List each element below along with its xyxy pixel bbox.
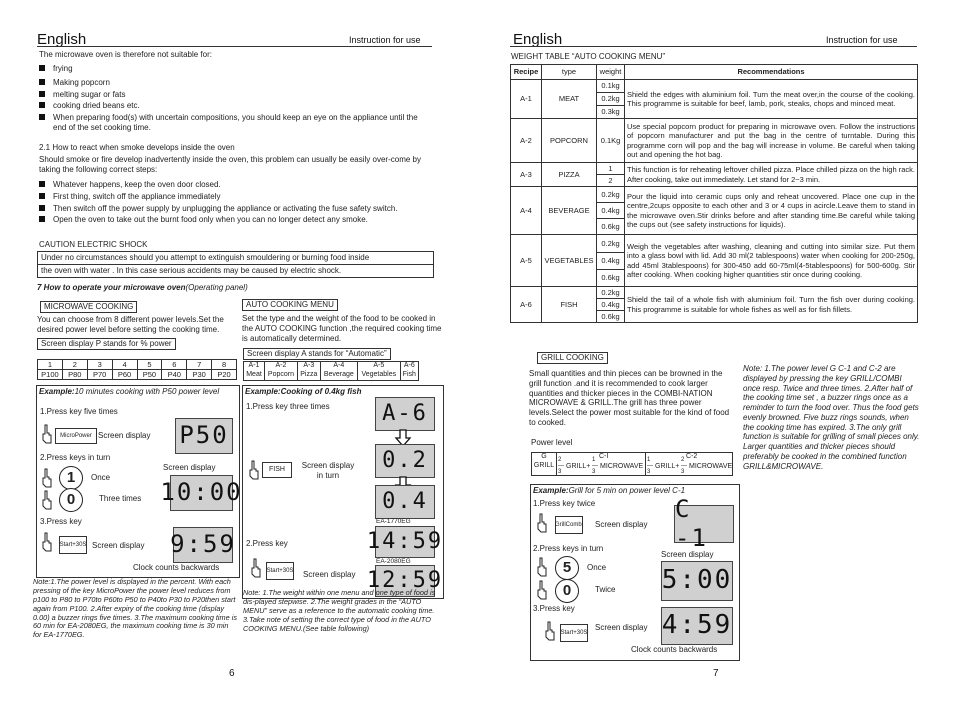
lcd-display: 0.2 <box>375 444 435 478</box>
grill-cooking-title: GRILL COOKING <box>537 352 608 364</box>
weight-cell: 0.6kg <box>597 270 625 287</box>
screen-display-label: Screen display <box>303 570 356 579</box>
fraction: 1 — 3 <box>647 457 653 475</box>
press-count-label: Three times <box>99 494 142 503</box>
table-header: Recommendations <box>625 65 918 80</box>
auto-text: Set the type and the weight of the food to be cooked in the AUTO COOKING function ,the required cooking time is automatically determined. <box>242 314 442 343</box>
start-label: Start <box>266 567 280 574</box>
lcd-display: 4:59 <box>661 607 733 645</box>
type-cell: POPCORN <box>542 119 597 163</box>
auto-menu-cell: A-6 Fish <box>400 362 418 381</box>
weight-cell: 0.2kg <box>597 287 625 299</box>
recommendation-cell: Pour the liquid into ceramic cups only and reheat uncovered. Place one cup in the centre,2cups opposite to each other and 3 or 4 cups in acircle.Leave them to stand in the microwave oven.Stir drinks before and after standing time.Be careful while taking the cups out (see safety instructions for liquids). <box>625 187 918 235</box>
power-level-num: 2 <box>62 360 87 370</box>
weight-cell: 1 <box>597 163 625 175</box>
example-heading <box>39 387 219 397</box>
lcd-display: A-6 <box>375 397 435 431</box>
clock-note: Clock counts backwards <box>133 563 220 572</box>
page-number: 7 <box>713 668 719 679</box>
model-label: EA-2080EG <box>376 558 411 565</box>
fraction: 2 — 3 <box>558 457 564 475</box>
finger-icon <box>41 424 53 444</box>
recommendation-cell: Use special popcorn product for preparing in microwave oven. Follow the instructions of popcorn manufacturer and put the bag in the centre of turntable. During this programme corn will pop and the bag will increase in volume. Be careful when taking out and opening the hot bag. <box>625 119 918 163</box>
weight-cell: 0.2kg <box>597 187 625 203</box>
start-button[interactable] <box>59 536 87 554</box>
micropower-button[interactable]: MicroPower <box>55 428 97 444</box>
screen-display-label: Screen display <box>595 520 648 529</box>
intro-text: The microwave oven is therefore not suitable for: <box>39 50 212 59</box>
fraction: 1 — 3 <box>592 457 598 475</box>
power-level-num: 8 <box>212 360 237 370</box>
lcd-display: 12:59 <box>375 565 435 597</box>
microwave-example-panel <box>36 385 243 578</box>
power-level-num: 7 <box>187 360 212 370</box>
power-screen-note: Screen display P stands for % power <box>37 338 176 350</box>
type-cell: FISH <box>542 287 597 323</box>
auto-menu-cell: A-3 Pizza <box>297 362 320 381</box>
list-item: melting sugar or fats <box>39 90 421 100</box>
weight-table-title: WEIGHT TABLE “AUTO COOKING MENU” <box>511 52 666 61</box>
recommendation-cell: Shield the tail of a whole fish with aluminium foil. Turn the fish over during cooking. This programme is suitable for whole fishes as well as for fish fillets. <box>625 287 918 323</box>
lcd-display: P50 <box>175 418 233 454</box>
table-header: type <box>542 65 597 80</box>
power-level-num: 6 <box>162 360 187 370</box>
microwave-note: Note:1.The power level is displayed in the percent. With each pressing of the key MicroPower the power level reduces from p100 to P80 to P70to P60to P50 to P40to P30 to P20then start again from P100. 2.After expiry of the cooking time (display 0.00) a buzzer rings five times. 3.The maximum cooking time is 60 min for EA-2080EG, the maximum cooking time is 30 min for EA-1770EG. <box>33 577 237 640</box>
key-0-button[interactable]: 0 <box>59 488 83 512</box>
weight-cell: 0.6kg <box>597 311 625 323</box>
lcd-display: 5:00 <box>661 561 733 601</box>
grill-level-text: GRILL <box>533 461 555 469</box>
power-level-value: P30 <box>187 370 212 380</box>
power-level-num: 4 <box>112 360 137 370</box>
weight-cell: 0.2kg <box>597 235 625 253</box>
finger-icon <box>536 580 548 600</box>
grill-level-text: GRILL+ <box>655 463 680 470</box>
combi-label: Combi <box>565 521 584 528</box>
weight-cell: 0.3kg <box>597 106 625 119</box>
power-level-value: P70 <box>87 370 112 380</box>
list-item: Whatever happens, keep the oven door closed. <box>39 180 431 190</box>
grill-combi-button[interactable] <box>555 516 583 534</box>
auto-menu-table <box>243 361 419 381</box>
grill-power-levels <box>531 452 733 476</box>
type-cell: VEGETABLES <box>542 235 597 287</box>
table-header: weight <box>597 65 625 80</box>
recipe-cell: A-4 <box>511 187 542 235</box>
weight-cell: 0.4kg <box>597 203 625 219</box>
start-label: Start <box>560 629 574 636</box>
weight-cell: 0.6kg <box>597 219 625 235</box>
finger-icon <box>536 557 548 577</box>
auto-menu-cell: A-2 Popcorn <box>265 362 298 381</box>
step-label: 1.Press key twice <box>533 499 596 508</box>
step-label: 2.Press keys in turn <box>533 544 604 553</box>
grill-level-code: C-2 <box>686 453 698 460</box>
weight-cell: 0.2kg <box>597 93 625 106</box>
instruction-label: Instruction for use <box>826 35 898 45</box>
auto-cooking-title: AUTO COOKING MENU <box>242 299 338 311</box>
header-rule <box>510 46 917 47</box>
auto-note: Note: 1.The weight within one menu and one type of food is dis-played stepwise. 2.The weight grades in the “AUTO MENU” serve as a reference to the automatic cooking time. 3.Take note of setting the correct type of food in the AUTO COOKING MENU.(See table following) <box>243 588 436 633</box>
weight-cell: 0.4kg <box>597 299 625 311</box>
auto-menu-cell: A-5 Vegetables <box>357 362 400 381</box>
grill-note: Note: 1.The power level G C-1 and C-2 are displayed by pressing the key GRILL/COMBI once resp. Twice and three times. 2.After half of the cooking time set , a buzzer rings once as a reminder to turn the food over. Thus the food gets evenly browned. Five buzz rings sounds, when the cooking time has expired. 3.The only grill function is suitable for grilling of small pieces only. Larger quantities and thicker pieces should preferably be cooked in the combined function GRILL&MICROWAVE. <box>743 364 920 471</box>
auto-menu-cell: A-1 Meat <box>244 362 265 381</box>
fraction: 2 — 3 <box>681 457 687 475</box>
grill-level-text: MICROWAVE <box>689 463 733 470</box>
screen-display-label: Screen display in turn <box>301 461 355 480</box>
auto-example-panel <box>242 385 444 599</box>
start-sub-label: +30S <box>573 629 588 636</box>
caution-line: the oven with water . In this case serious accidents may be caused by electric shock. <box>38 264 433 277</box>
power-level-value: P50 <box>137 370 162 380</box>
finger-icon <box>41 532 53 552</box>
grill-level-text: GRILL+ <box>566 463 591 470</box>
step-label: 2.Press key <box>246 539 288 548</box>
step-label: 3.Press key <box>40 517 82 526</box>
weight-table <box>510 64 918 323</box>
step-label: 1.Press key five times <box>40 407 118 416</box>
grill-level-cell <box>532 453 557 475</box>
unsuitable-list <box>39 64 421 135</box>
clock-note: Clock counts backwards <box>631 645 718 654</box>
list-item: cooking dried beans etc. <box>39 101 421 111</box>
lcd-display: 14:59 <box>375 526 435 558</box>
power-level-value: P100 <box>38 370 63 380</box>
table-header: Recipe <box>511 65 542 80</box>
press-count-label: Once <box>91 473 111 482</box>
list-item: Open the oven to take out the burnt food only when you can no longer detect any smoke. <box>39 215 431 225</box>
power-level-table <box>37 359 237 380</box>
recommendation-cell: This function is for reheating leftover chilled pizza. Place chilled pizza on the high rack. After cooking, take out immediately. Let stand for 2~3 min. <box>625 163 918 187</box>
lcd-display: C -1 <box>674 505 734 543</box>
start-button[interactable] <box>560 624 588 642</box>
grill-label: Grill <box>555 521 566 528</box>
step-label: 3.Press key <box>533 604 575 613</box>
header-rule <box>37 46 432 47</box>
example-rest: Grill for 5 min on power level C-1 <box>568 486 686 495</box>
list-item: frying <box>39 64 421 74</box>
grill-level-cell <box>557 453 646 475</box>
start-sub-label: +30S <box>72 541 87 548</box>
press-count-label: Once <box>587 563 607 572</box>
right-page <box>477 0 954 702</box>
microwave-cooking-title: MICROWAVE COOKING <box>40 301 137 313</box>
list-item: First thing, switch off the appliance immediately <box>39 192 431 202</box>
example-bold: Example: <box>533 486 569 495</box>
grill-level-code: G <box>541 453 547 460</box>
list-item: Then switch off the power supply by unplugging the appliance or activating the fuse safety switch. <box>39 204 431 214</box>
screen-display-label: Screen display <box>92 541 145 550</box>
weight-cell: 0.4kg <box>597 253 625 270</box>
power-level-value: P40 <box>162 370 187 380</box>
key-0-button[interactable]: 0 <box>555 579 579 603</box>
start-button[interactable] <box>266 562 294 580</box>
screen-display-label: Screen display <box>595 623 648 632</box>
caution-line: Under no circumstances should you attempt to extinguish smouldering or burning food inside <box>41 253 370 262</box>
section7-bold: 7 How to operate your microwave oven <box>37 283 186 292</box>
lcd-display: 9:59 <box>173 527 233 563</box>
screen-display-label: Screen display <box>163 463 216 472</box>
recommendation-cell: Weigh the vegetables after washing, cleaning and cutting into similar size. Put them into a glass bowl with lid. Add 30 ml(2 tablespoons) water when cooking for 200-250g, add 45ml 3tablespoons) for 300-450 add 60-75ml(4-5tablespoons) for 500-600g. Stir after cooking. When cooking higher quantities stir once during cooking. <box>625 235 918 287</box>
list-item: Making popcorn <box>39 78 421 88</box>
type-cell: PIZZA <box>542 163 597 187</box>
power-level-num: 1 <box>38 360 63 370</box>
recipe-cell: A-5 <box>511 235 542 287</box>
example-heading <box>533 486 685 496</box>
section7-heading <box>37 283 248 293</box>
type-cell: BEVERAGE <box>542 187 597 235</box>
grill-level-text: MICROWAVE <box>600 463 644 470</box>
finger-icon <box>41 468 53 488</box>
start-sub-label: +30S <box>279 567 294 574</box>
grill-text: Small quantities and thin pieces can be browned in the grill function .and it is recommended to cook larger quantities and thicker pieces in the COMBI-NATION MICROWAVE & GRILL.The grill has three power levels.Select the power most suitable for the kind of food to cooked. <box>529 369 730 427</box>
power-level-num: 3 <box>87 360 112 370</box>
weight-cell: 0.1Kg <box>597 119 625 163</box>
power-level-value: P80 <box>62 370 87 380</box>
press-count-label: Twice <box>595 585 616 594</box>
type-cell: MEAT <box>542 80 597 119</box>
smoke-text: Should smoke or fire develop inadvertently inside the oven, this problem can usually be easily over-come by taking the following correct steps: <box>39 155 421 174</box>
power-level-num: 5 <box>137 360 162 370</box>
smoke-steps <box>39 180 431 227</box>
finger-icon <box>544 621 556 641</box>
step-label: 1.Press key three times <box>246 402 330 411</box>
caution-box <box>37 251 434 278</box>
key-1-button[interactable]: 1 <box>59 466 83 490</box>
recipe-cell: A-6 <box>511 287 542 323</box>
finger-icon <box>248 460 260 480</box>
recipe-cell: A-3 <box>511 163 542 187</box>
caution-title: CAUTION ELECTRIC SHOCK <box>39 240 148 249</box>
auto-screen-note: Screen display A stands for “Automatic” <box>243 348 391 360</box>
list-item: When preparing food(s) with uncertain compositions, you should keep an eye on the appliance until the end of the set cooking time. <box>39 113 421 133</box>
power-level-label: Power level <box>531 438 573 447</box>
auto-menu-cell: A-4 Beverage <box>320 362 357 381</box>
smoke-title: 2.1 How to react when smoke develops inside the oven <box>39 143 235 152</box>
recipe-cell: A-2 <box>511 119 542 163</box>
finger-icon <box>536 513 548 533</box>
example-rest: 10 minutes cooking with P50 power level <box>74 387 220 396</box>
page-number: 6 <box>229 668 235 679</box>
instruction-label: Instruction for use <box>349 35 421 45</box>
language-title: English <box>37 31 87 48</box>
grill-level-cell <box>646 453 732 475</box>
recipe-cell: A-1 <box>511 80 542 119</box>
lcd-display: 10:00 <box>170 475 233 511</box>
key-5-button[interactable]: 5 <box>555 556 579 580</box>
grill-level-code: C-I <box>599 453 609 460</box>
microwave-text: You can choose from 8 different power levels.Set the desired power level before setting the cooking time. <box>37 315 224 334</box>
finger-icon <box>250 558 262 578</box>
grill-example-panel <box>530 484 740 661</box>
language-title: English <box>513 31 563 48</box>
start-label: Start <box>59 541 73 548</box>
screen-display-label: Screen display <box>98 431 151 440</box>
step-label: 2.Press keys in turn <box>40 453 111 462</box>
section7-italic: (Operating panel) <box>185 283 248 292</box>
example-bold: Example: <box>39 387 75 396</box>
model-label: EA-1770EG <box>376 518 411 525</box>
lcd-display: 0.4 <box>375 485 435 519</box>
fish-button[interactable]: FISH <box>262 462 292 478</box>
screen-display-label: Screen display <box>661 550 714 559</box>
power-level-value: P20 <box>212 370 237 380</box>
weight-cell: 2 <box>597 175 625 187</box>
weight-cell: 0.1kg <box>597 80 625 93</box>
finger-icon <box>41 490 53 510</box>
recommendation-cell: Shield the edges with aluminium foil. Turn the meat over,in the course of the cooking. This programme is suitable for beef, lamb, pork, steaks, chops and minced meat. <box>625 80 918 119</box>
power-level-value: P60 <box>112 370 137 380</box>
example-heading: Example:Cooking of 0.4kg fish <box>245 387 362 396</box>
